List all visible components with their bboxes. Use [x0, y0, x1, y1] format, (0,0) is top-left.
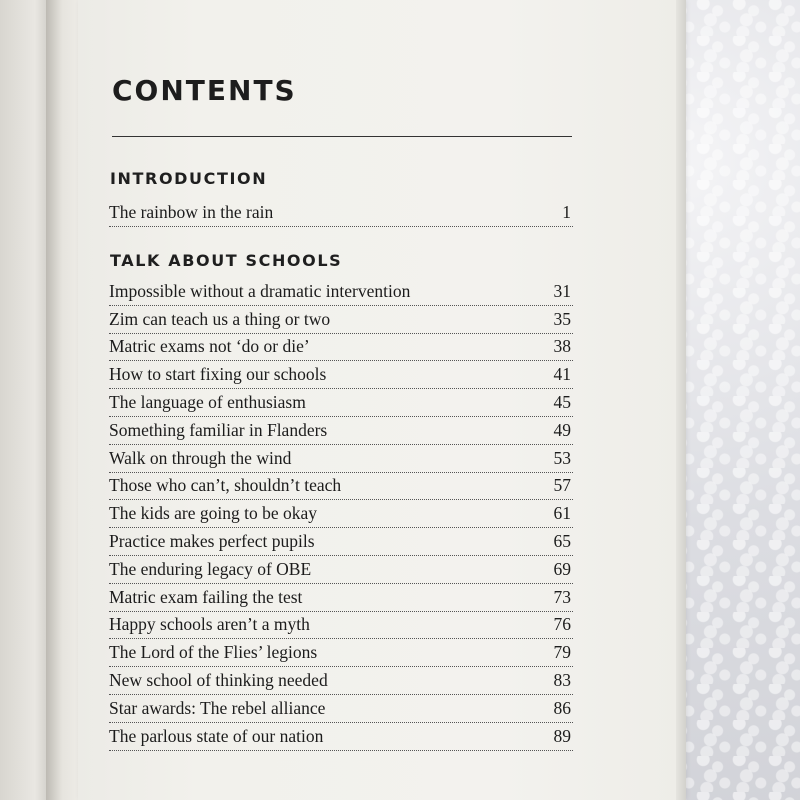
toc-entry[interactable]	[109, 695, 573, 723]
toc-entry-page: 45	[553, 391, 571, 412]
toc-entry-page: 76	[553, 614, 571, 635]
toc-entry-title: Happy schools aren’t a myth	[109, 614, 310, 635]
toc-entry[interactable]	[109, 612, 573, 640]
toc-entry-title: The language of enthusiasm	[109, 391, 306, 412]
toc-entry-title: Matric exams not ‘do or die’	[109, 336, 310, 357]
toc-entry[interactable]	[109, 417, 573, 445]
toc-entry-page: 89	[553, 725, 571, 746]
section-heading-talk-about-schools: TALK ABOUT SCHOOLS	[110, 251, 343, 270]
toc-entry[interactable]	[109, 667, 573, 695]
toc-entry[interactable]	[109, 334, 573, 362]
toc-entry[interactable]	[109, 473, 573, 501]
page-right-edge	[676, 0, 686, 800]
toc-entry-page: 31	[553, 280, 571, 301]
toc-entry-page: 73	[553, 586, 571, 607]
toc-entry-title: The enduring legacy of OBE	[109, 558, 312, 579]
toc-entry[interactable]	[109, 556, 573, 584]
toc-entry-title: Something familiar in Flanders	[109, 419, 328, 440]
toc-entry-title: Impossible without a dramatic intervention	[109, 280, 411, 301]
toc-entry-title: Those who can’t, shouldn’t teach	[109, 475, 342, 496]
toc-entry-page: 41	[553, 364, 571, 385]
toc-entry-title: How to start fixing our schools	[109, 364, 327, 385]
toc-entry[interactable]	[109, 196, 573, 227]
left-page-edge	[0, 0, 50, 800]
toc-entry-page: 57	[553, 475, 571, 496]
toc-entry-page: 65	[553, 530, 571, 551]
toc-entry-title: The parlous state of our nation	[109, 725, 324, 746]
toc-entry-title: The rainbow in the rain	[109, 202, 274, 222]
toc-entry-title: Star awards: The rebel alliance	[109, 697, 326, 718]
title-divider	[112, 136, 572, 137]
section-heading-introduction: INTRODUCTION	[110, 169, 268, 188]
toc-entry-title: Walk on through the wind	[109, 447, 292, 468]
toc-entry[interactable]	[109, 445, 573, 473]
toc-entry-title: The Lord of the Flies’ legions	[109, 642, 318, 663]
toc-entry[interactable]	[109, 528, 573, 556]
toc-entry-page: 69	[553, 558, 571, 579]
toc-list-introduction	[109, 196, 573, 227]
toc-entry[interactable]	[109, 389, 573, 417]
toc-entry[interactable]	[109, 723, 573, 751]
toc-entry-page: 35	[553, 308, 571, 329]
toc-entry-title: Zim can teach us a thing or two	[109, 308, 331, 329]
toc-entry[interactable]	[109, 500, 573, 528]
toc-entry-page: 61	[553, 503, 571, 524]
toc-entry-page: 1	[562, 202, 571, 222]
toc-list-talk-about-schools	[109, 278, 573, 751]
toc-entry-page: 83	[553, 669, 571, 690]
toc-entry-page: 49	[553, 419, 571, 440]
toc-entry[interactable]	[109, 639, 573, 667]
toc-entry[interactable]	[109, 278, 573, 306]
page-title: CONTENTS	[112, 74, 297, 107]
toc-entry-title: Matric exam failing the test	[109, 586, 303, 607]
toc-entry-page: 79	[553, 642, 571, 663]
toc-entry[interactable]	[109, 306, 573, 334]
toc-entry-page: 53	[553, 447, 571, 468]
book-gutter	[46, 0, 82, 800]
toc-entry[interactable]	[109, 584, 573, 612]
toc-entry[interactable]	[109, 361, 573, 389]
toc-entry-title: The kids are going to be okay	[109, 503, 318, 524]
toc-entry-page: 86	[553, 697, 571, 718]
toc-entry-title: New school of thinking needed	[109, 669, 328, 690]
toc-entry-page: 38	[553, 336, 571, 357]
toc-entry-title: Practice makes perfect pupils	[109, 530, 315, 551]
